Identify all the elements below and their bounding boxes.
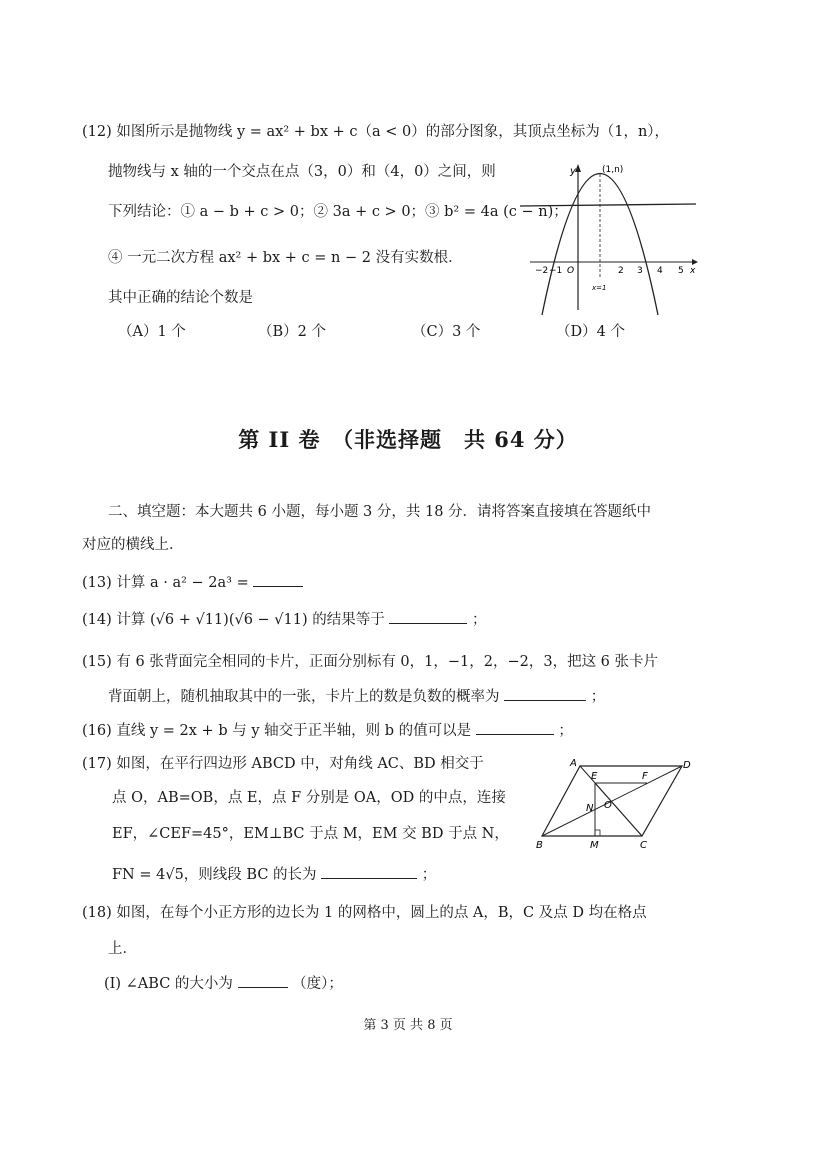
graph-tick-2: 2 — [618, 266, 624, 276]
q17-line3: EF，∠CEF=45°，EM⊥BC 于点 M，EM 交 BD 于点 N， — [112, 826, 509, 842]
fill-intro-line1: 二、填空题：本大题共 6 小题，每小题 3 分，共 18 分．请将答案直接填在答题纸中 — [108, 504, 652, 520]
x-axis-arrow — [692, 259, 698, 265]
graph-tick-5: 5 — [678, 266, 684, 276]
label-c: C — [640, 840, 647, 851]
horizontal-line — [520, 204, 696, 206]
graph-tick-3: 3 — [637, 266, 643, 276]
q12-option-c: （C）3 个 — [412, 324, 481, 340]
q13-text: (13) 计算 a · a² − 2a³ = — [82, 575, 249, 591]
q17-row4 — [112, 864, 436, 885]
q14-text: (14) 计算 (√6 + √11)(√6 − √11) 的结果等于 — [82, 612, 385, 628]
page-footer: 第 3 页 共 8 页 — [363, 1018, 453, 1033]
q18-answer-blank[interactable] — [238, 973, 288, 988]
label-d: D — [683, 760, 691, 771]
q12-line5: 其中正确的结论个数是 — [108, 290, 253, 306]
q16-row — [82, 720, 573, 741]
parabola-graph — [520, 160, 700, 320]
q14-semicolon: ； — [471, 612, 487, 628]
label-n: N — [586, 803, 594, 814]
q18-line1: (18) 如图，在每个小正方形的边长为 1 的网格中，圆上的点 A，B，C 及点 D 均在格点 — [82, 905, 647, 921]
label-b: B — [536, 840, 543, 851]
fill-intro-line2: 对应的横线上． — [82, 537, 184, 553]
right-angle-mark — [595, 830, 600, 836]
graph-tick-m2: −2 — [535, 266, 549, 276]
graph-tick-m1: −1 — [549, 266, 563, 276]
graph-y-label: y — [570, 166, 576, 177]
graph-axis-label: x=1 — [592, 284, 607, 292]
section-title: 第 II 卷 （非选择题 共 64 分） — [238, 427, 578, 452]
q18-row3 — [104, 973, 343, 994]
q14-answer-blank[interactable] — [389, 609, 467, 624]
q15-semicolon: ； — [590, 689, 606, 705]
graph-x-label: x — [690, 266, 696, 276]
q18-text3: (I) ∠ABC 的大小为 — [104, 976, 233, 992]
label-e: E — [591, 771, 598, 782]
parallelogram-figure — [532, 756, 692, 852]
segment-ec — [595, 783, 642, 836]
graph-tick-4: 4 — [657, 266, 663, 276]
label-m: M — [590, 840, 599, 851]
q13-row — [82, 572, 303, 593]
q16-text: (16) 直线 y = 2x + b 与 y 轴交于正半轴，则 b 的值可以是 — [82, 723, 472, 739]
graph-vertex-label: (1,n) — [602, 165, 624, 175]
q17-answer-blank[interactable] — [321, 864, 417, 879]
q12-line2: 抛物线与 x 轴的一个交点在点（3，0）和（4，0）之间，则 — [108, 164, 496, 180]
q18-line2: 上． — [108, 941, 137, 957]
q12-option-d: （D）4 个 — [556, 324, 625, 340]
q17-text4: FN = 4√5，则线段 BC 的长为 — [112, 867, 317, 883]
label-f: F — [642, 771, 648, 782]
q12-line3: 下列结论：① a − b + c > 0；② 3a + c > 0；③ b² = 4a (c − n)； — [108, 204, 568, 220]
q12-option-b: （B）2 个 — [258, 324, 326, 340]
q15-line1: (15) 有 6 张背面完全相同的卡片，正面分别标有 0，1，−1，2，−2，3，把这 6 张卡片 — [82, 654, 659, 670]
q12-line1: (12) 如图所示是抛物线 y = ax² + bx + c（a < 0）的部分图象，其顶点坐标为（1，n）， — [82, 124, 670, 140]
label-o: O — [604, 800, 612, 811]
q15-answer-blank[interactable] — [504, 686, 586, 701]
q14-row — [82, 609, 486, 630]
diagonal-bd — [542, 766, 682, 836]
q16-semicolon: ； — [558, 723, 573, 739]
q12-line4: ④ 一元二次方程 ax² + bx + c = n − 2 没有实数根． — [108, 250, 463, 266]
q16-answer-blank[interactable] — [476, 720, 554, 735]
q18-unit: （度）； — [292, 976, 343, 992]
q15-text2: 背面朝上，随机抽取其中的一张，卡片上的数是负数的概率为 — [108, 689, 500, 705]
q17-semicolon: ； — [421, 867, 437, 883]
q17-line2: 点 O，AB=OB，点 E，点 F 分别是 OA，OD 的中点，连接 — [112, 790, 506, 806]
graph-origin-label: O — [567, 266, 575, 276]
q17-line1: (17) 如图，在平行四边形 ABCD 中，对角线 AC、BD 相交于 — [82, 756, 484, 772]
q12-option-a: （A）1 个 — [118, 324, 186, 340]
label-a: A — [570, 758, 577, 769]
q13-answer-blank[interactable] — [253, 572, 303, 587]
q15-row2 — [108, 686, 605, 707]
